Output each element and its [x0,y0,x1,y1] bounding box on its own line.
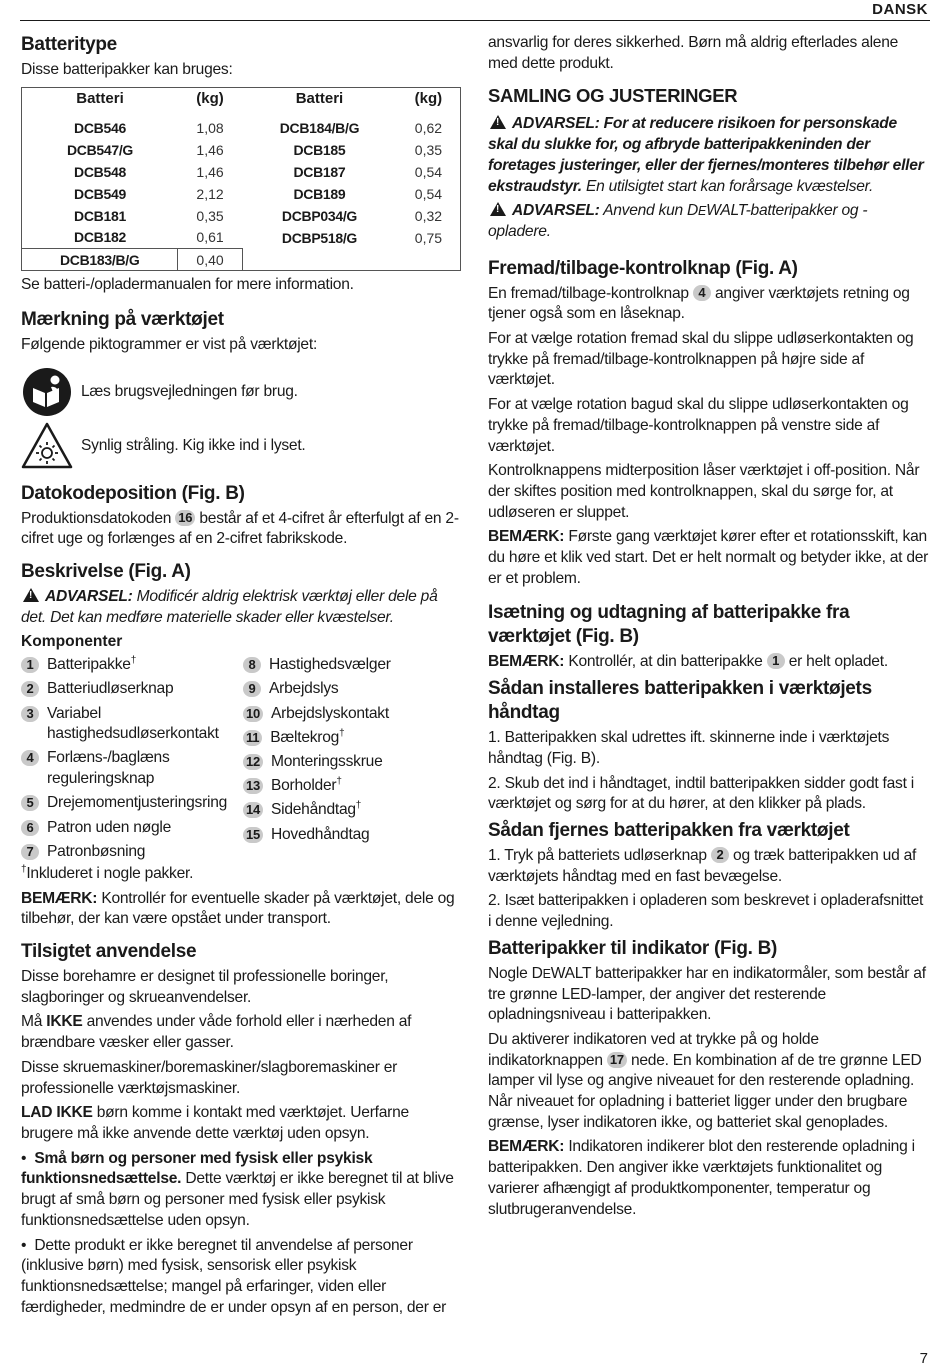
list-item [21,842,243,863]
p1-pre: Nogle D [488,964,543,982]
dagger-mark: † [339,727,345,739]
intended-use-p1: Disse borehamre er designet til professionelle boringer, slagboringer og skrueanvendelser. [21,968,389,1006]
battery-weight: 0,35 [196,207,224,224]
table-row [22,249,461,271]
remove-step [488,846,930,887]
component-label: Batteriudløserknap [47,680,174,698]
component-label: Arbejdslyskontakt [270,704,389,722]
component-label: Monteringsskrue [270,752,383,770]
indicator-p2 [488,1030,930,1134]
left-column [21,33,465,1322]
list-item [21,793,243,814]
forward-reverse-p1 [488,284,930,325]
brand-smallcaps: E [542,966,551,981]
battery-name: DCB546 [74,119,126,136]
visible-radiation-icon [21,420,75,472]
note-label: BEMÆRK: [488,1138,565,1156]
component-label: Arbejdslys [269,680,339,698]
warning-text: WALT-batteripakker og -opladere. [488,202,868,240]
component-label: Sidehåndtag [270,801,356,819]
callout-number: 16 [175,510,195,526]
list-item [243,800,465,821]
pictogram-text: Læs brugsvejledningen før brug. [81,382,298,400]
datecode-post: består af et 4-cifret år efterfulgt af en 2-cifret uge og forlænges af en 2-cifret fabrikskode. [21,509,459,548]
callout-number: 4 [693,285,711,301]
battery-weight: 1,08 [196,119,224,136]
warning-bold-text: For at reducere risikoen for personskade skal du slukke for, og afbryde batteripakkeninden der foretages justeringer, eller der fjernes/monteres tilbehør eller ekstraudstyr. [488,115,924,195]
marking-title: Mærkning på værktøjet [21,308,224,330]
components-title: Komponenter [21,633,123,651]
table-row [22,227,461,249]
pictogram-row [21,420,465,472]
list-item [243,679,465,700]
p2-post: nede. En kombination af de tre grønne LED lamper vil lyse og angive niveauet for den resterende opladning. Når niveauet for opladning i batteriet ligger under den brugbare grænse, lyser indikatoren ikke, og batteriet skal genoplades. [488,1051,922,1131]
battery-insert-title: Isætning og udtagning af batteripakke fra værktøjet (Fig. B) [488,602,850,648]
dagger-mark: † [355,800,362,812]
battery-name: DCB183/B/G [22,249,178,271]
components-column-left [21,655,243,866]
table-row [22,205,461,227]
dagger-mark: † [336,775,342,787]
assembly-warning [488,114,930,197]
components-list [21,655,465,866]
step-post: og træk batteripakken ud af værktøjets håndtag med en fast bevægelse. [488,846,917,885]
forward-reverse-title: Fremad/tilbage-kontrolknap (Fig. A) [488,257,798,279]
remove-step: 2. Isæt batteripakken i opladeren som beskrevet i opladerafsnittet i denne vejledning. [488,892,924,931]
battery-weight: 2,12 [196,185,224,202]
note-text: er helt opladet. [788,653,888,671]
battery-weight: 0,40 [178,249,242,271]
callout-number: 2 [21,681,39,697]
note-label: BEMÆRK: [488,653,565,671]
battery-weight: 1,46 [196,163,224,180]
battery-insert-note [488,652,930,673]
callout-number: 13 [243,778,263,794]
battery-name: DCB187 [293,163,346,180]
datecode-pre: Produktionsdatokoden [21,509,172,527]
install-step: 1. Batteripakken skal udrettes ift. skinnerne inde i værktøjets håndtag (Fig. B). [488,729,890,767]
battery-weight: 0,62 [414,119,443,136]
step-pre: 1. Tryk på batteriets udløserknap [488,846,707,864]
dagger-mark: † [130,654,136,666]
list-item [243,728,465,749]
callout-number: 12 [243,754,263,770]
read-manual-icon [21,366,75,418]
component-label: Forlæns-/baglæns reguleringsknap [47,749,170,788]
callout-number: 1 [21,657,39,673]
list-item [21,818,243,839]
callout-number: 15 [243,827,263,843]
battery-name: DCB181 [74,207,126,224]
list-item [21,679,243,700]
battery-table [21,87,461,272]
column-header-kg: (kg) [414,89,443,107]
assembly-title: SAMLING OG JUSTERINGER [488,85,738,107]
list-item [243,752,465,773]
battery-weight: 1,46 [196,141,224,158]
battery-name: DCB184/B/G [279,119,360,136]
battery-weight: 0,32 [414,207,443,224]
description-note [21,889,465,930]
component-label: Borholder [270,777,337,795]
bullet-text: Dette produkt er ikke beregnet til anvendelse af personer (inklusive børn) med fysisk, sensorisk eller psykisk funktionsnedsættelse; mangel på erfaringer, viden eller færdigheder, medmindre de er under opsyn af en person, der er [21,1236,447,1316]
callout-number: 10 [243,706,263,722]
callout-number: 14 [243,802,263,818]
callout-number: 4 [21,750,39,766]
marking-intro: Følgende piktogrammer er vist på værktøjet: [21,335,318,353]
p2-post: anvendes under våde forhold eller i nærheden af brændbare væsker eller gasser. [21,1013,412,1052]
bullet-text: Dette værktøj er ikke beregnet til at blive brugt af små børn og personer med fysisk eller psykisk funktionsnedsættelse uden opsyn. [21,1170,454,1229]
warning-label: ADVARSEL: [512,115,600,133]
forward-reverse-note [488,527,930,589]
callout-number: 7 [21,844,39,860]
p2-pre: Du aktiverer indikatoren ved at trykke på og holde indikatorknappen [488,1030,819,1069]
bullet-bold: Små børn og personer med fysisk eller psykisk funktionsnedsættelse. [21,1149,373,1188]
components-footnote [21,864,465,885]
pictogram-text: Synlig stråling. Kig ikke ind i lyset. [81,436,306,454]
callout-number: 9 [243,681,261,697]
note-text: Kontrollér, at din batteripakke [568,653,763,671]
battery-name: DCB185 [293,141,346,158]
install-step: 2. Skub det ind i håndtaget, indtil batteripakken sidder godt fast i værktøjet og sørg for at du hører, at den klikker på plads. [488,774,914,813]
warning-icon [490,202,506,216]
continuation-text: ansvarlig for deres sikkerhed. Børn må aldrig efterlades alene med dette produkt. [488,34,899,72]
table-row [22,117,461,139]
list-item [21,748,243,789]
callout-number: 6 [21,820,39,836]
component-label: Batteripakke [47,656,131,674]
p2-bold: IKKE [46,1013,83,1031]
battery-name: DCB189 [293,185,346,202]
callout-number: 17 [607,1052,627,1068]
pictogram-row [21,366,465,418]
description-warning [21,587,465,628]
note-label: BEMÆRK: [488,528,565,546]
warning-icon [23,588,39,602]
list-item [21,704,243,745]
p1-post: WALT batteripakker har en indikatormåler, som består af tre grønne LED-lamper, der angiver det resterende opladningsniveau i batteripakken. [488,964,926,1024]
page-header [20,0,930,21]
list-item [243,776,465,797]
assembly-warning [488,201,930,242]
column-header-battery: Batteri [76,89,124,107]
battery-name: DCB548 [74,163,126,180]
intended-use-title: Tilsigtet anvendelse [21,941,197,963]
forward-reverse-p3: For at vælge rotation bagud skal du slippe udløserkontakten og trykke på fremad/tilbage-kontrolknappen på venstre side af værktøjet. [488,396,909,455]
note-label: BEMÆRK: [21,889,98,907]
list-item [21,655,243,676]
battery-weight: 0,75 [414,229,443,246]
datecode-title: Datokodeposition (Fig. B) [21,482,245,504]
battery-type-intro: Disse batteripakker kan bruges: [21,61,233,78]
datecode-text [21,509,465,550]
callout-number: 3 [21,706,39,722]
column-header-battery: Batteri [295,89,344,107]
warning-text: Anvend kun D [603,202,699,220]
p4-bold: LAD IKKE [21,1104,93,1122]
indicator-title: Batteripakker til indikator (Fig. B) [488,937,778,959]
component-label: Drejemomentjusteringsring [47,794,228,812]
language-label: DANSK [872,1,928,18]
footnote-text: Inkluderet i nogle pakker. [26,864,194,882]
page-number: 7 [919,1350,928,1367]
component-label: Patronbøsning [47,842,146,860]
battery-name: DCBP034/G [281,207,357,224]
table-row [22,161,461,183]
remove-title: Sådan fjernes batteripakken fra værktøjet [488,819,850,841]
table-row [22,139,461,161]
p2-pre: Må [21,1013,43,1031]
intended-use-p2 [21,1012,465,1053]
warning-text: Modificér aldrig elektrisk værktøj eller dele på det. Det kan medføre materielle skader eller kvæstelser. [21,588,438,626]
dagger-mark: † [21,863,27,875]
list-item [243,825,465,846]
forward-reverse-p2: For at vælge rotation fremad skal du slippe udløserkontakten og trykke på fremad/tilbage-kontrolknappen på højre side af værktøjet. [488,330,914,389]
empty-cell [242,249,397,271]
intended-use-p4 [21,1103,465,1144]
battery-name: DCB182 [74,229,126,246]
forward-reverse-p4: Kontrolknappens midterposition låser værktøjet i off-position. Når der skiftes position med kontrolknappen, skal du sørge for, at udløseren er sluppet. [488,462,920,521]
callout-number: 8 [243,657,261,673]
callout-number: 5 [21,795,39,811]
component-label: Variabel hastighedsudløserkontakt [47,704,219,743]
list-item [243,655,465,676]
battery-weight: 0,35 [414,141,443,158]
battery-weight: 0,54 [414,163,443,180]
indicator-note [488,1137,930,1220]
warning-label: ADVARSEL: [45,588,133,606]
intended-use-p3: Disse skruemaskiner/boremaskiner/slagboremaskiner er professionelle værktøjsmaskiner. [21,1058,398,1097]
note-text: Indikatoren indikerer blot den resterende opladning i batteripakken. Den angiver ikke værktøjets funktionalitet og varierer afhængigt af produktkomponenter, temperatur og slutbrugeranvendelse. [488,1138,915,1218]
note-text: Første gang værktøjet kører efter et rotationsskift, kan du høre et klik ved start. Det er helt normalt og betyder ikke, at der er et problem. [488,528,929,587]
component-label: Hovedhåndtag [270,825,370,843]
battery-type-title: Batteritype [21,34,117,55]
battery-name: DCB547/G [66,141,134,158]
battery-name: DCBP518/G [281,229,357,246]
p1-pre: En fremad/tilbage-kontrolknap [488,284,689,302]
table-header-row [22,87,461,117]
empty-cell [397,249,461,271]
table-row [22,183,461,205]
list-item [243,704,465,725]
battery-weight: 0,61 [196,229,224,246]
component-label: Bæltekrog [270,728,340,746]
warning-label: ADVARSEL: [512,202,600,220]
warning-text: En utilsigtet start kan forårsage kvæstelser. [585,177,874,195]
indicator-p1 [488,964,930,1026]
battery-type-note: Se batteri-/opladermanualen for mere information. [21,276,354,294]
callout-number: 1 [767,653,785,669]
intended-use-bullet: • Dette produkt er ikke beregnet til anvendelse af personer (inklusive børn) med fysisk, sensorisk eller psykisk funktionsnedsættelse; mangel på erfaringer, viden eller færdigheder, medmindre de er under opsyn af en person, der er [21,1236,447,1316]
column-header-kg: (kg) [196,89,224,107]
install-title: Sådan installeres batteripakken i værktøjets håndtag [488,678,872,724]
p1-post: angiver værktøjets retning og tjener også som en låseknap. [488,284,910,323]
intended-use-bullet: • Små børn og personer med fysisk eller psykisk funktionsnedsættelse. Dette værktøj er ikke beregnet til at blive brugt af små børn og personer med fysisk eller psykisk funktionsnedsættelse uden opsyn. [21,1149,454,1229]
description-title: Beskrivelse (Fig. A) [21,561,191,583]
battery-weight: 0,54 [414,185,443,202]
battery-name: DCB549 [74,185,126,202]
note-text: Kontrollér for eventuelle skader på værktøjet, dele og tilbehør, der kan være opstået under transport. [21,889,455,928]
brand-smallcaps: E [698,204,707,219]
callout-number: 11 [243,730,262,746]
component-label: Hastighedsvælger [269,656,391,674]
components-column-right [243,655,465,866]
warning-icon [490,115,506,129]
component-label: Patron uden nøgle [47,818,172,836]
callout-number: 2 [711,847,729,863]
p4-post: børn komme i kontakt med værktøjet. Uerfarne brugere må ikke anvende dette værktøj uden opsyn. [21,1104,409,1142]
right-column [488,33,930,1224]
